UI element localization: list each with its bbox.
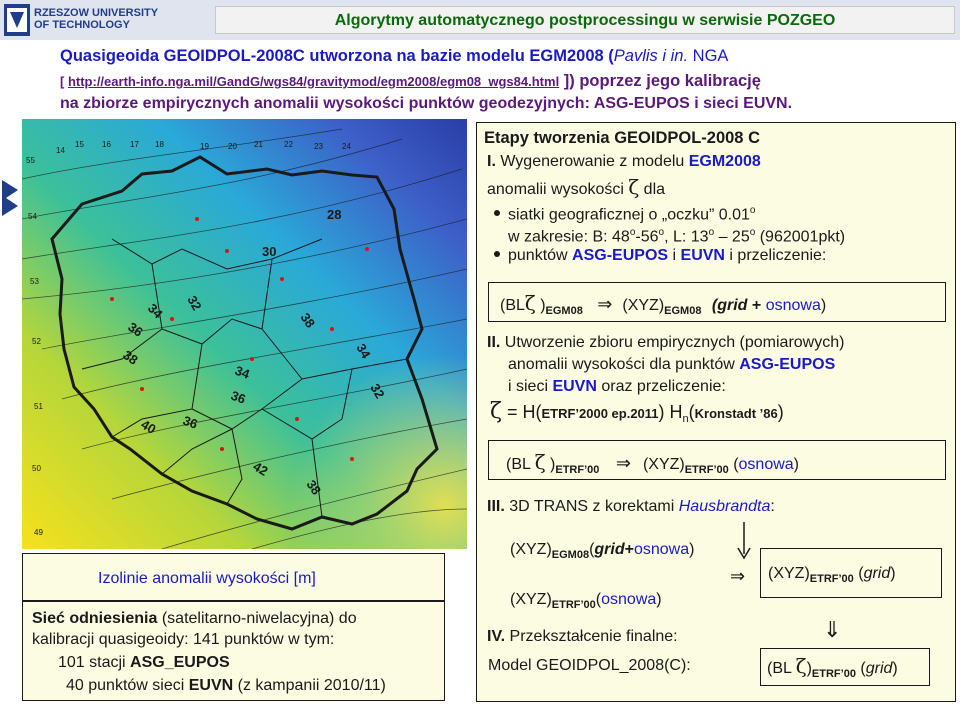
lat-tick: 51 bbox=[34, 402, 43, 411]
contour-label: 42 bbox=[250, 458, 271, 479]
contour-label: 38 bbox=[120, 347, 141, 368]
side-emblem-icon bbox=[0, 178, 20, 218]
lon-tick: 22 bbox=[284, 140, 293, 149]
bullet-points: punktów ASG-EUPOS i EUVN i przeliczenie: bbox=[494, 246, 826, 266]
contour-label: 36 bbox=[125, 319, 146, 340]
contour-label: 34 bbox=[232, 362, 252, 382]
panel-heading: Etapy tworzenia GEOIDPOL-2008 C bbox=[484, 129, 760, 147]
university-logo bbox=[4, 4, 30, 36]
lon-tick: 20 bbox=[228, 142, 237, 151]
transform-input-2: $(XYZ)_{ETRF’00}(osnowa)$ bbox=[510, 591, 662, 611]
lon-tick: 21 bbox=[254, 140, 263, 149]
lon-tick: 18 bbox=[155, 140, 164, 149]
contour-label: 34 bbox=[353, 341, 374, 362]
university-name: RZESZOW UNIVERSITY OF TECHNOLOGY bbox=[34, 7, 159, 31]
network-line-1: Sieć odniesienia (satelitarno-niwelacyjna) do bbox=[32, 610, 357, 627]
final-model-label: Model GEOIDPOL_2008(C): bbox=[488, 657, 691, 674]
intro-line-1: Quasigeoida GEOIDPOL-2008C utworzona na bazie modelu EGM2008 (Pavlis i in. NGA bbox=[60, 47, 729, 65]
lon-tick: 23 bbox=[314, 142, 323, 151]
contour-label: 28 bbox=[327, 207, 342, 222]
contour-label: 38 bbox=[303, 477, 325, 498]
intro-line-3: na zbiorze empirycznych anomalii wysokości punktów geodezyjnych: ASG-EUPOS i sieci EUVN. bbox=[60, 95, 793, 112]
bullet-grid-range: w zakresie: B: 48$^o$-56$^o$, L: 13$^o$ – 25$^o$ (962001pkt) bbox=[508, 227, 846, 246]
contour-label: 32 bbox=[184, 293, 205, 314]
stage-2-line-2: anomalii wysokości dla punktów ASG-EUPOS bbox=[508, 356, 836, 373]
legend-title: Izolinie anomalii wysokości [m] bbox=[98, 570, 316, 587]
stage-1-title: I. Wygenerowanie z modelu EGM2008 bbox=[487, 153, 761, 170]
lat-tick: 52 bbox=[32, 337, 41, 346]
transform-output: $(XYZ)_{ETRF’00}$ (grid) bbox=[768, 565, 896, 585]
lat-tick: 50 bbox=[32, 464, 41, 473]
lat-tick: 55 bbox=[26, 156, 35, 165]
slide-title: Algorytmy automatycznego postprocessingu w serwisie POZGEO bbox=[215, 6, 955, 34]
network-line-4: 40 punktów sieci EUVN (z kampanii 2010/11) bbox=[66, 677, 386, 694]
transform-input-1: $(XYZ)_{EGM08}(grid+osnowa)$ bbox=[510, 541, 695, 561]
implies-down-icon: ⇓ bbox=[823, 617, 842, 642]
quasigeoid-contour-map bbox=[22, 119, 467, 549]
height-anomaly-equation: ζ = H(ETRF’2000 ep.2011) $H_n(Kronstadt$ ’86) bbox=[490, 399, 784, 425]
lat-tick: 53 bbox=[30, 277, 39, 286]
lon-tick: 19 bbox=[200, 142, 209, 151]
bullet-icon bbox=[494, 210, 500, 216]
bullet-grid: siatki geograficznej o „oczku” 0.01$^o$ bbox=[494, 201, 755, 225]
contour-label: 34 bbox=[144, 300, 166, 322]
lon-tick: 24 bbox=[342, 142, 351, 151]
stage-4-title: IV. Przekształcenie finalne: bbox=[487, 628, 678, 645]
implies-arrow: ⇒ bbox=[730, 566, 746, 586]
network-line-2: kalibracji quasigeoidy: 141 punktów w tym: bbox=[32, 631, 335, 648]
formula-2: (BL ζ )$_{ETRF’00}$ ⇒ $(XYZ)_{ETRF’00}$ (osnowa) bbox=[506, 450, 799, 476]
intro-line-2: [ http://earth-info.nga.mil/GandG/wgs84/gravitymod/egm2008/egm08_wgs84.html ]) poprzez jego kalibrację bbox=[60, 72, 761, 90]
contour-label: 40 bbox=[138, 416, 159, 437]
lon-tick: 15 bbox=[75, 140, 84, 149]
lat-tick: 54 bbox=[28, 212, 37, 221]
lat-tick: 49 bbox=[34, 528, 43, 537]
legend-divider bbox=[22, 600, 445, 602]
stage-2-title: II. Utworzenie zbioru empirycznych (pomiarowych) bbox=[487, 334, 845, 351]
stage-3-title: III. 3D TRANS z korektami Hausbrandta: bbox=[487, 498, 775, 515]
down-arrow-icon bbox=[734, 522, 754, 562]
bullet-icon bbox=[494, 251, 500, 257]
contour-label: 30 bbox=[262, 244, 277, 259]
lon-tick: 17 bbox=[130, 140, 139, 149]
stage-1-line-2: anomalii wysokości ζ dla bbox=[487, 175, 666, 199]
lon-tick: 16 bbox=[102, 140, 111, 149]
stage-2-line-3: i sieci EUVN oraz przeliczenie: bbox=[508, 378, 726, 395]
contour-label: 38 bbox=[297, 310, 319, 331]
final-model-formula: (BL $\zeta)_{ETRF’00}$ (grid) bbox=[767, 654, 898, 680]
contour-label: 36 bbox=[228, 387, 248, 407]
contour-label: 32 bbox=[367, 381, 388, 402]
contour-label: 36 bbox=[180, 412, 200, 432]
lon-tick: 14 bbox=[56, 146, 65, 155]
egm2008-link[interactable]: http://earth-info.nga.mil/GandG/wgs84/gravitymod/egm2008/egm08_wgs84.html bbox=[67, 74, 560, 89]
network-line-3: 101 stacji ASG_EUPOS bbox=[58, 654, 230, 671]
formula-1: (BLζ )$_{EGM08}$ ⇒ $(XYZ)_{EGM08}$ (grid + osnowa) bbox=[500, 291, 827, 317]
